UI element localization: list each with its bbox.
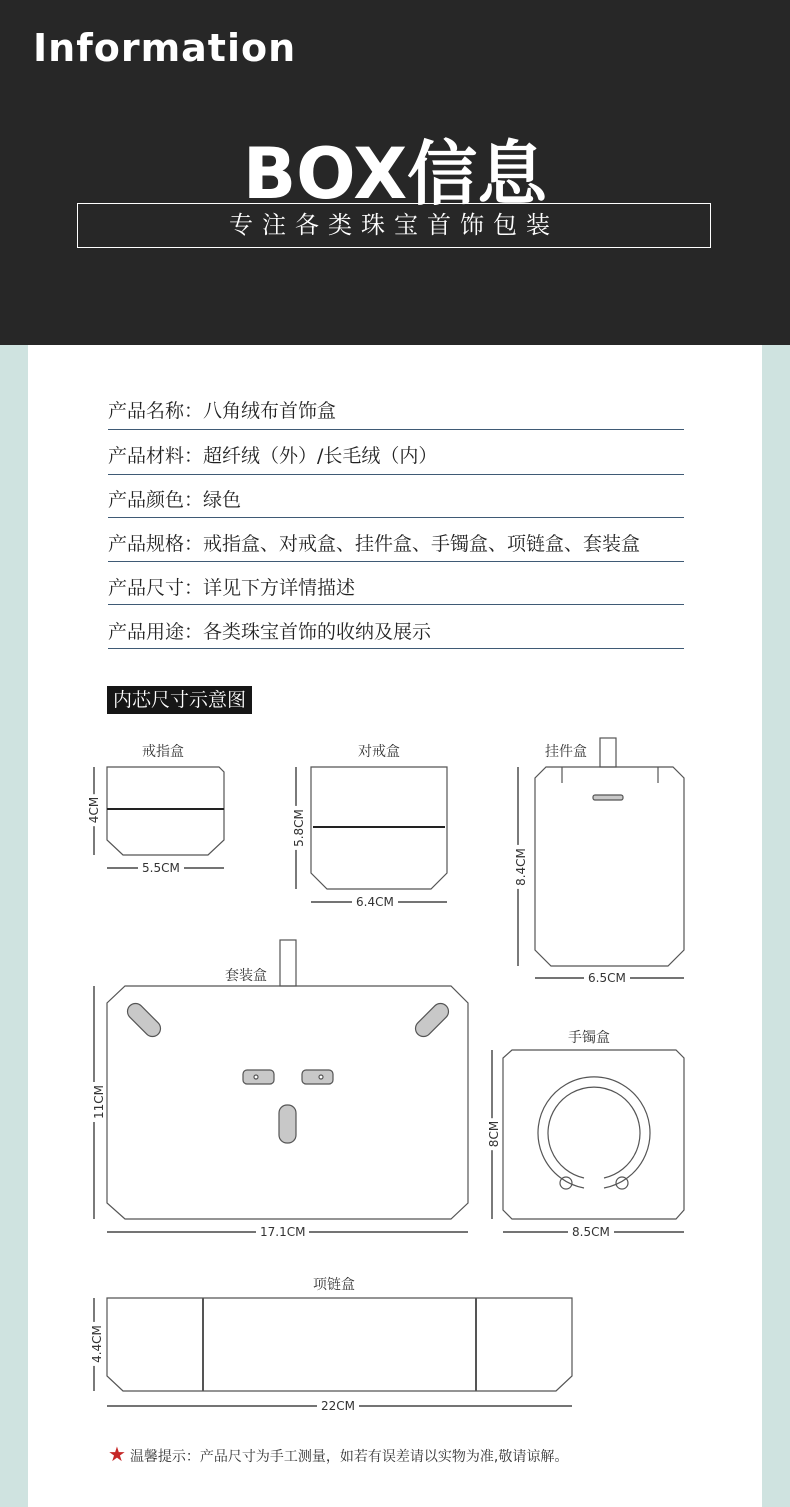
set-box-height: 11CM bbox=[92, 1082, 106, 1122]
box-info-title: BOX信息 bbox=[242, 133, 548, 215]
pendant-box-width: 6.5CM bbox=[584, 971, 630, 985]
spec-row-size: 产品尺寸：详见下方详情描述 bbox=[108, 577, 356, 599]
bangle-box-outline bbox=[503, 1050, 684, 1219]
bangle-box-label: 手镯盒 bbox=[568, 1030, 610, 1046]
bangle-box-height: 8CM bbox=[487, 1118, 501, 1150]
information-heading: Information bbox=[33, 26, 297, 70]
diagram-section-label: 内芯尺寸示意图 bbox=[107, 686, 252, 714]
set-box-label: 套装盒 bbox=[225, 968, 267, 984]
set-box-width: 17.1CM bbox=[256, 1225, 309, 1239]
necklace-box-label: 项链盒 bbox=[313, 1277, 355, 1293]
spec-row-name: 产品名称：八角绒布首饰盒 bbox=[108, 400, 337, 422]
bangle-box-width: 8.5CM bbox=[568, 1225, 614, 1239]
slogan-box: 专注各类珠宝首饰包装 bbox=[77, 203, 711, 248]
set-box-outline bbox=[107, 986, 468, 1219]
couple-box-label: 对戒盒 bbox=[358, 744, 400, 760]
ring-box-label: 戒指盒 bbox=[142, 744, 184, 760]
warm-tip-note: ★ 温馨提示：产品尺寸为手工测量，如若有误差请以实物为准,敬请谅解。 bbox=[108, 1442, 569, 1466]
ring-box-outline bbox=[107, 767, 224, 855]
necklace-box-width: 22CM bbox=[317, 1399, 359, 1413]
pendant-hook bbox=[600, 738, 616, 767]
ring-box-height: 4CM bbox=[87, 794, 101, 826]
couple-box-width: 6.4CM bbox=[352, 895, 398, 909]
pendant-box-height: 8.4CM bbox=[514, 845, 528, 889]
spec-row-color: 产品颜色：绿色 bbox=[108, 489, 242, 511]
couple-box-height: 5.8CM bbox=[292, 806, 306, 850]
necklace-box-height: 4.4CM bbox=[90, 1322, 104, 1366]
spec-row-usage: 产品用途：各类珠宝首饰的收纳及展示 bbox=[108, 621, 432, 643]
star-icon: ★ bbox=[108, 1442, 126, 1466]
spec-row-material: 产品材料：超纤绒（外）/长毛绒（内） bbox=[108, 445, 438, 467]
ring-box-width: 5.5CM bbox=[138, 861, 184, 875]
spec-row-spec: 产品规格：戒指盒、对戒盒、挂件盒、手镯盒、项链盒、套装盒 bbox=[108, 533, 641, 555]
necklace-box-outline bbox=[107, 1298, 572, 1391]
pendant-box-label: 挂件盒 bbox=[545, 744, 587, 760]
set-box-tab bbox=[280, 940, 296, 986]
